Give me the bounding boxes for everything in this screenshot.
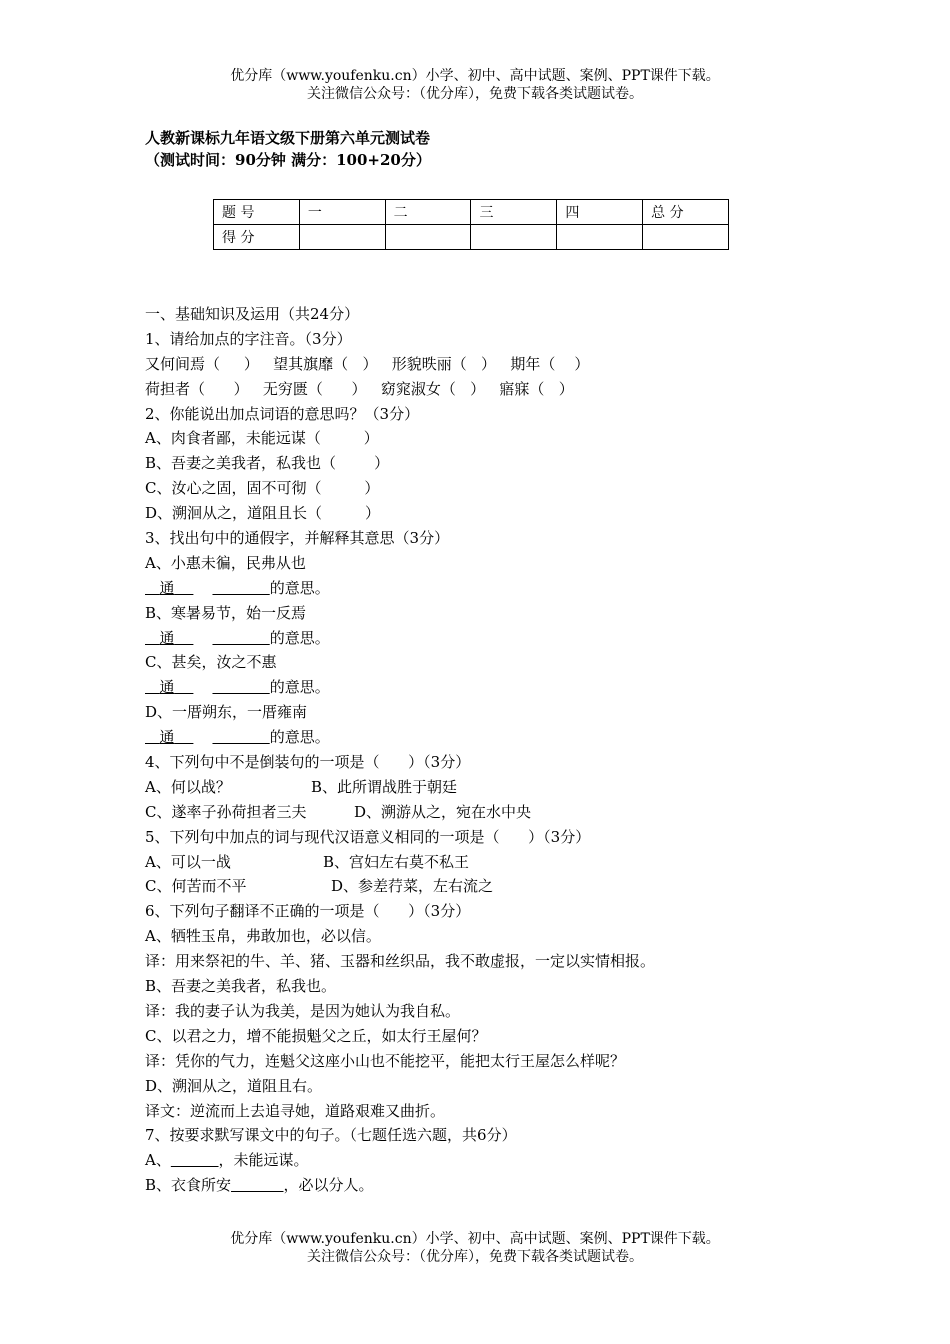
question-1-line-1: 又何间焉（ ） 望其旗靡（ ） 形貌昳丽（ ） 期年（ ） — [145, 354, 590, 373]
question-6-option-c: C、以君之力，增不能损魁父之丘，如太行王屋何？ — [145, 1026, 487, 1045]
blank[interactable] — [231, 1176, 283, 1194]
question-7-option-a — [145, 1148, 845, 1173]
blank[interactable] — [174, 678, 193, 696]
meaning-label: 的意思。 — [269, 578, 330, 597]
score-cell: 四 — [557, 200, 643, 225]
question-4-option-a: A、何以战？ — [145, 777, 231, 796]
exam-title: 人教新课标九年语文级下册第六单元测试卷 — [145, 129, 431, 147]
question-6: 6、下列句子翻译不正确的一项是（ ）（3分） — [145, 902, 471, 921]
question-6-option-b: B、吾妻之美我者，私我也。 — [145, 977, 337, 996]
question-1: 1、请给加点的字注音。（3分） — [145, 329, 352, 348]
blank[interactable] — [145, 728, 159, 746]
question-3-option-c: C、甚矣，汝之不惠 — [145, 653, 277, 672]
blank[interactable] — [145, 629, 159, 647]
tong-label: 通 — [159, 728, 175, 747]
score-cell: 得 分 — [214, 225, 300, 250]
question-2-option-c: C、汝心之固，固不可彻（ ） — [145, 479, 380, 498]
blank[interactable] — [174, 579, 193, 597]
meaning-label: 的意思。 — [269, 628, 330, 647]
question-6-option-d-translation: 译文：逆流而上去追寻她，道路艰难又曲折。 — [145, 1101, 446, 1120]
score-cell[interactable] — [643, 225, 729, 250]
question-6-option-c-translation: 译：凭你的气力，连魁父这座小山也不能挖平，能把太行王屋怎么样呢？ — [145, 1051, 626, 1070]
score-cell: 二 — [385, 200, 471, 225]
blank[interactable] — [171, 1151, 219, 1169]
question-3-answer-c — [145, 675, 845, 700]
q7-a-prefix: A、 — [145, 1151, 171, 1170]
blank[interactable] — [212, 728, 269, 746]
question-5: 5、下列句中加点的词与现代汉语意义相同的一项是（ ）（3分） — [145, 827, 591, 846]
question-6-option-a: A、牺牲玉帛，弗敢加也，必以信。 — [145, 927, 381, 946]
score-table — [213, 199, 729, 250]
score-cell[interactable] — [471, 225, 557, 250]
question-5-option-b: B、宫妇左右莫不私王 — [323, 852, 470, 871]
header-line-2: 关注微信公众号：（优分库），免费下载各类试题试卷。 — [307, 86, 643, 102]
question-2: 2、你能说出加点词语的意思吗？（3分） — [145, 404, 420, 423]
question-2-option-b: B、吾妻之美我者，私我也（ ） — [145, 454, 390, 473]
question-3: 3、找出句中的通假字，并解释其意思（3分） — [145, 529, 450, 548]
blank[interactable] — [212, 629, 269, 647]
question-2-option-a: A、肉食者鄙，未能远谋（ ） — [145, 429, 379, 448]
blank[interactable] — [174, 629, 193, 647]
footer-line-2: 关注微信公众号：（优分库），免费下载各类试题试卷。 — [307, 1249, 643, 1265]
question-6-option-b-translation: 译：我的妻子认为我美，是因为她认为我自私。 — [145, 1001, 461, 1020]
question-4-option-b: B、此所谓战胜于朝廷 — [311, 777, 458, 796]
question-4-row-2 — [145, 800, 845, 825]
meaning-label: 的意思。 — [269, 678, 330, 697]
score-table-header-row — [214, 200, 729, 225]
question-5-option-c: C、何苦而不平 — [145, 877, 247, 896]
q7-b-prefix: B、衣食所安 — [145, 1176, 232, 1195]
exam-body — [145, 302, 845, 1198]
score-cell[interactable] — [299, 225, 385, 250]
question-3-answer-a — [145, 576, 845, 601]
section-heading: 一、基础知识及运用（共24分） — [145, 305, 360, 323]
score-table-score-row — [214, 225, 729, 250]
question-7: 7、按要求默写课文中的句子。（七题任选六题，共6分） — [145, 1126, 517, 1145]
blank[interactable] — [212, 579, 269, 597]
meaning-label: 的意思。 — [269, 728, 330, 747]
blank[interactable] — [212, 678, 269, 696]
tong-label: 通 — [159, 578, 175, 597]
score-cell: 总 分 — [643, 200, 729, 225]
question-3-answer-d — [145, 725, 845, 750]
exam-subtitle: （测试时间：90分钟 满分：100+20分） — [145, 151, 431, 169]
question-5-row-1 — [145, 850, 845, 875]
blank[interactable] — [145, 579, 159, 597]
score-cell[interactable] — [385, 225, 471, 250]
question-3-option-b: B、寒暑易节，始一反焉 — [145, 603, 307, 622]
q7-a-suffix: ，未能远谋。 — [218, 1151, 309, 1170]
question-3-answer-b — [145, 626, 845, 651]
question-3-option-d: D、一厝朔东，一厝雍南 — [145, 703, 308, 722]
score-cell: 一 — [299, 200, 385, 225]
question-4: 4、下列句中不是倒装句的一项是（ ）（3分） — [145, 753, 471, 772]
blank[interactable] — [174, 728, 193, 746]
score-cell: 三 — [471, 200, 557, 225]
tong-label: 通 — [159, 628, 175, 647]
question-3-option-a: A、小惠未徧，民弗从也 — [145, 553, 306, 572]
question-1-line-2: 荷担者（ ） 无穷匮（ ） 窈窕淑女（ ） 寤寐（ ） — [145, 379, 574, 398]
question-6-option-a-translation: 译：用来祭祀的牛、羊、猪、玉器和丝织品，我不敢虚报，一定以实情相报。 — [145, 952, 656, 971]
question-5-row-2 — [145, 874, 845, 899]
footer-line-1: 优分库（www.youfenku.cn）小学、初中、高中试题、案例、PPT课件下载。 — [230, 1231, 720, 1247]
question-2-option-d: D、溯洄从之，道阻且长（ ） — [145, 504, 380, 523]
question-4-option-c: C、遂率子孙荷担者三夫 — [145, 802, 307, 821]
tong-label: 通 — [159, 678, 175, 697]
question-4-row-1 — [145, 775, 845, 800]
question-5-option-a: A、可以一战 — [145, 852, 231, 871]
question-6-option-d: D、溯洄从之，道阻且右。 — [145, 1076, 323, 1095]
question-5-option-d: D、参差荇菜，左右流之 — [331, 877, 494, 896]
header-line-1: 优分库（www.youfenku.cn）小学、初中、高中试题、案例、PPT课件下载。 — [230, 68, 720, 84]
score-cell: 题 号 — [214, 200, 300, 225]
question-4-option-d: D、溯游从之，宛在水中央 — [354, 802, 532, 821]
score-cell[interactable] — [557, 225, 643, 250]
q7-b-suffix: ，必以分人。 — [283, 1176, 374, 1195]
question-7-option-b — [145, 1173, 845, 1198]
blank[interactable] — [145, 678, 159, 696]
